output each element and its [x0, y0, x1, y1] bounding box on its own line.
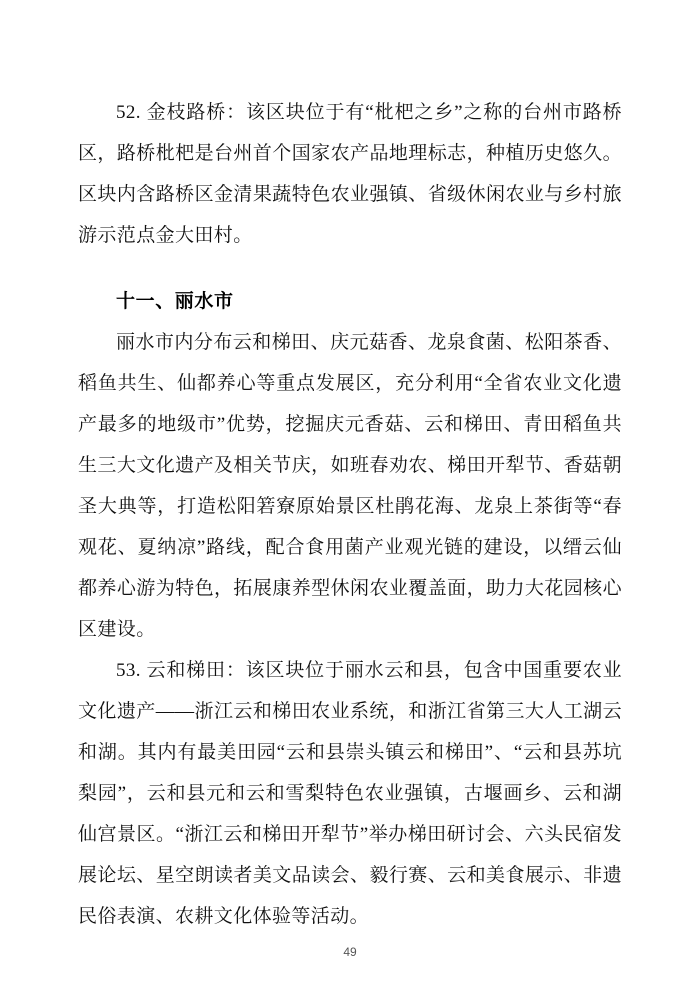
page-number: 49: [343, 945, 357, 959]
paragraph: 52. 金枝路桥：该区块位于有“枇杷之乡”之称的台州市路桥区，路桥枇杷是台州首个国家农产品地理标志，种植历史悠久。区块内含路桥区金清果蔬特色农业强镇、省级休闲农业与乡村旅游示范点金大田村。: [78, 102, 622, 246]
section-heading: 十一、丽水市: [116, 291, 234, 312]
paragraph: 丽水市内分布云和梯田、庆元菇香、龙泉食菌、松阳茶香、稻鱼共生、仙都养心等重点发展区，充分利用“全省农业文化遗产最多的地级市”优势，挖掘庆元香菇、云和梯田、青田稻鱼共生三大文化遗产及相关节庆，如班春劝农、梯田开犁节、香菇朝圣大典等，打造松阳箬寮原始景区杜鹃花海、龙泉上茶街等“春观花、夏纳凉”路线，配合食用菌产业观光链的建设，以缙云仙都养心游为特色，拓展康养型休闲农业覆盖面，助力大花园核心区建设。: [78, 332, 622, 640]
paragraph: 53. 云和梯田：该区块位于丽水云和县，包含中国重要农业文化遗产——浙江云和梯田农业系统，和浙江省第三大人工湖云和湖。其内有最美田园“云和县崇头镇云和梯田”、“云和县苏坑梨园”，云和县元和云和雪梨特色农业强镇，古堰画乡、云和湖仙宫景区。“浙江云和梯田开犁节”举办梯田研讨会、六头民宿发展论坛、星空朗读者美文品读会、毅行赛、云和美食展示、非遗民俗表演、农耕文化体验等活动。: [78, 660, 622, 927]
page-footer: [0, 943, 700, 961]
document-body: [78, 92, 622, 937]
